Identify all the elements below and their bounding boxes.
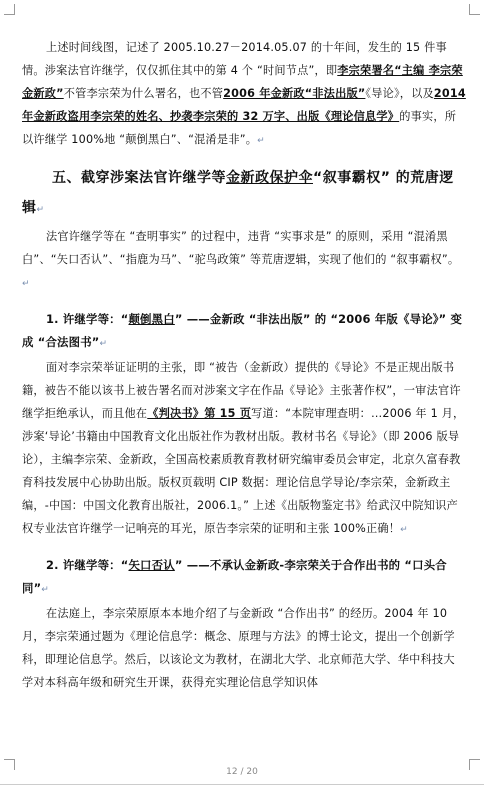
paragraph-timeline-summary: 上述时间线图，记述了 2005.10.27－2014.05.07 的十年间，发生的 15 件事情。涉案法官许继学，仅仅抓住其中的第 4 个 “时间节点”，即李宗荣署名“主编 李宗荣 金新政”不管李宗荣为什么署名，也不管2006 年金新政“非法出版”《导论》，以及2014 年金新政盗用李宗荣的姓名、抄袭李宗荣的 32 万字、出版《理论信息学》的事实，所以许继学 100%地 “颠倒黑白”、“混淆是非”。↵ (22, 41, 466, 146)
section-heading: 五、截穿涉案法官许继学等金新政保护伞“叙事霸权” 的荒唐逻辑↵ (22, 170, 454, 216)
page-bottom-rule (0, 784, 484, 785)
underlined-phrase: 2014 年金新政盗用李宗荣的姓名、抄袭李宗荣的 32 万字、出版《理论信息学》 (22, 87, 466, 123)
document-body (22, 36, 466, 694)
underlined-phrase: 颠倒黑白 (128, 312, 175, 326)
paragraph-mark: ↵ (257, 136, 265, 146)
underlined-phrase: 《判决书》第 15 页 (147, 407, 252, 420)
paragraph-section-intro: 法官许继学等在 “查明事实” 的过程中，违背 “实事求是” 的原则，采用 “混淆黑白”、“矢口否认”、“指鹿为马”、“驼鸟政策” 等荒唐逻辑，实现了他们的 “叙事霸权”。↵ (22, 230, 460, 289)
underlined-phrase: 矢口否认 (128, 558, 175, 572)
page-indicator: 12 / 20 (226, 767, 258, 777)
underlined-phrase: 金新政保护伞 (226, 170, 313, 186)
underlined-phrase: 李宗荣署名“主编 李宗荣 金新政” (22, 64, 463, 100)
paragraph-judgment-quote: 面对李宗荣举证证明的主张，即 “被告（金新政）提供的《导论》不是正规出版书籍，被告不能以该书上被告署名而对涉案文字在作品《导论》主张著作权”，一审法官许继学拒绝承认，而且他在《判决书》第 15 页写道：“本院审理查明：…2006 年 1 月，涉案‘导论’书籍由中国教育文化出版社作为教材出版。教材书名《导论》（即 2006 版导论），主编李宗荣、金新政，全国高校素质教育教材研究编审委员会审定，北京久富春教育科技发展中心协助出版。版权页载明 CIP 数据：理论信息学导论/李宗荣，金新政主编，-中国：中国文化教育出版社，2006.1。” 上述《出版物鉴定书》给武汉中院知识产权专业法官许继学一记响亮的耳光，原告李宗荣的证明和主张 100%正确！↵ (22, 361, 465, 535)
paragraph-mark: ↵ (99, 339, 108, 349)
subsection-heading-1: 1. 许继学等：“颠倒黑白” ——金新政 “非法出版” 的 “2006 年版《导论》” 变成 “合法图书”↵ (22, 312, 463, 349)
paragraph-mark: ↵ (41, 585, 50, 595)
paragraph-mark: ↵ (400, 525, 408, 535)
subsection-heading-2: 2. 许继学等：“矢口否认” ——不承认金新政-李宗荣关于合作出书的 “口头合同”↵ (22, 558, 447, 595)
underlined-phrase: 2006 年金新政“非法出版” (223, 87, 366, 100)
paragraph-court-account: 在法庭上，李宗荣原原本本地介绍了与金新政 “合作出书” 的经历。2004 年 10 月，李宗荣通过题为《理论信息学：概念、原理与方法》的博士论文，提出一个创新学科，即理论信息学。然后，以该论文为教材，在湖北大学、北京师范大学、华中科技大学对本科高年级和研究生开课，获得充实理论信息学知识体 (22, 607, 455, 689)
crop-mark-top-right (469, 4, 480, 15)
paragraph-mark: ↵ (22, 279, 30, 289)
crop-mark-top-left (4, 4, 15, 15)
paragraph-mark: ↵ (36, 205, 45, 215)
